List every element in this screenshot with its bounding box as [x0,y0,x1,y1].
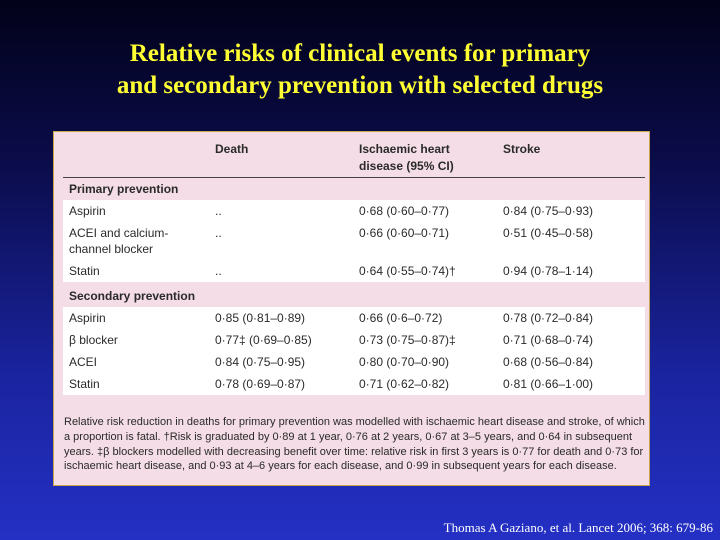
header-ihd: Ischaemic heart disease (95% CI) [353,139,497,178]
section-label: Primary prevention [69,182,179,196]
header-stroke: Stroke [497,139,645,178]
section-label: Secondary prevention [63,284,645,308]
citation: Thomas A Gaziano, et al. Lancet 2006; 368: 679-86 [443,520,713,535]
stroke-cell: 0·51 (0·45–0·58) [497,222,645,260]
header-death: Death [209,139,353,178]
stroke-cell: 0·71 (0·68–0·74) [497,329,645,351]
table-panel [53,131,650,486]
drug-cell: Statin [63,260,209,284]
stroke-cell: 0·78 (0·72–0·84) [497,307,645,329]
title-line-2: and secondary prevention with selected drugs [116,72,604,99]
ihd-cell: 0·64 (0·55–0·74)† [353,260,497,284]
drug-cell: Statin [63,373,209,395]
table-header-row [63,139,645,178]
title-line-1: Relative risks of clinical events for primary [129,40,591,67]
ihd-cell: 0·73 (0·75–0·87)‡ [353,329,497,351]
table-row [63,260,645,284]
table-row [63,373,645,395]
death-cell: 0·84 (0·75–0·95) [209,351,353,373]
death-cell: .. [209,222,353,260]
section-row-primary [63,178,645,201]
table-row [63,329,645,351]
death-cell: 0·78 (0·69–0·87) [209,373,353,395]
ihd-cell: 0·66 (0·60–0·71) [353,222,497,260]
ihd-cell: 0·71 (0·62–0·82) [353,373,497,395]
death-cell: 0·85 (0·81–0·89) [209,307,353,329]
header-drug [63,139,209,178]
table-row [63,200,645,222]
stroke-cell: 0·84 (0·75–0·93) [497,200,645,222]
stroke-cell: 0·68 (0·56–0·84) [497,351,645,373]
table-row [63,222,645,260]
table-footnote: Relative risk reduction in deaths for primary prevention was modelled with ischaemic heart disease and stroke, of which a proportion is fatal. †Risk is graduated by 0·89 at 1 year, 0·76 at 2 years, 0·67 at 3–5 years, and 0·64 in subsequent years. ‡β blockers modelled with decreasing benefit over time: relative risk in first 3 years is 0·77 for death and 0·73 for ischaemic heart disease, and 0·93 at 4–6 years for each disease, and 0·99 in subsequent years for each disease. [64,416,645,473]
death-cell: .. [209,200,353,222]
table-row [63,351,645,373]
slide-title [0,38,720,102]
ihd-cell: 0·68 (0·60–0·77) [353,200,497,222]
drug-cell: Aspirin [63,307,209,329]
stroke-cell: 0·94 (0·78–1·14) [497,260,645,284]
table-row [63,307,645,329]
drug-cell: Aspirin [63,200,209,222]
ihd-cell: 0·66 (0·6–0·72) [353,307,497,329]
drug-cell: ACEI and calcium-channel blocker [63,222,209,260]
death-cell: .. [209,260,353,284]
relative-risk-table [63,139,645,395]
ihd-cell: 0·80 (0·70–0·90) [353,351,497,373]
drug-cell: ACEI [63,351,209,373]
death-cell: 0·77‡ (0·69–0·85) [209,329,353,351]
stroke-cell: 0·81 (0·66–1·00) [497,373,645,395]
drug-cell: β blocker [63,329,209,351]
section-row-secondary [63,284,645,308]
